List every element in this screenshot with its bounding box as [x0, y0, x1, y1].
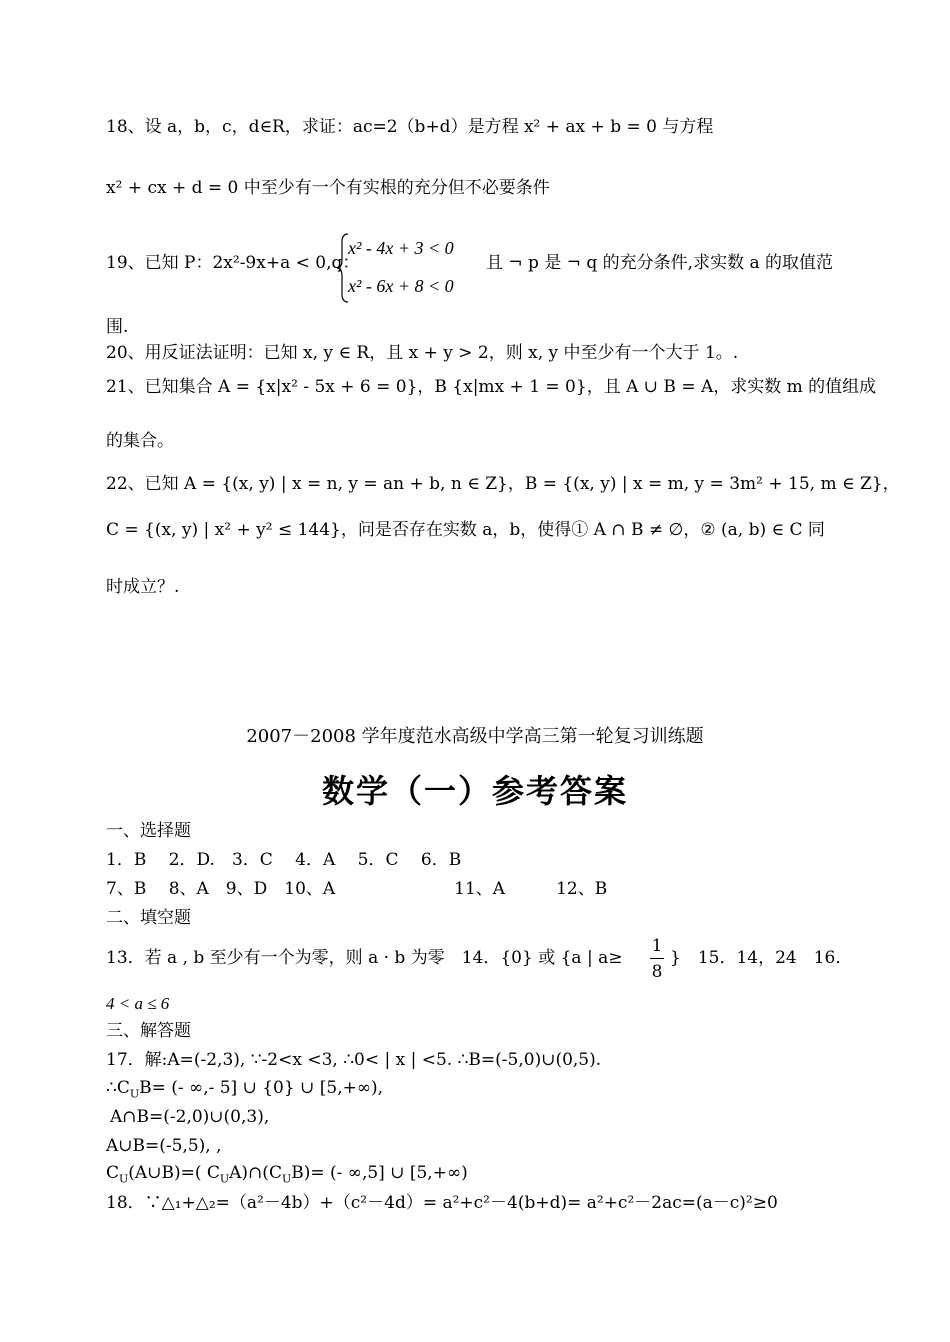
- problem-20: 20、用反证法证明：已知 x, y ∈ R，且 x + y > 2，则 x, y 中至少有一个大于 1。.: [106, 343, 739, 363]
- problem-21-line-1: 21、已知集合 A = {x|x² - 5x + 6 = 0}，B {x|mx + 1 = 0}，且 A ∪ B = A，求实数 m 的值组成: [106, 377, 877, 397]
- solution-17-line-3: A∩B=(-2,0)∪(0,3),: [110, 1107, 270, 1127]
- problem-19-line-2: 围.: [106, 317, 129, 337]
- complement-subscript-4: U: [281, 1172, 292, 1186]
- complement-subscript-3: U: [219, 1172, 230, 1186]
- solution-17-line-2: [106, 1077, 383, 1105]
- fraction-numerator: 1: [651, 936, 663, 956]
- complement-subscript-2: U: [119, 1172, 129, 1186]
- solution-17-line-4: A∪B=(-5,5), ,: [106, 1136, 222, 1156]
- complement-expression-2b: A)∩(C: [229, 1163, 282, 1183]
- complement-expression: B= (- ∞,- 5] ∪ {0} ∪ [5,+∞),: [139, 1078, 384, 1098]
- complement-symbol: ∴C: [106, 1078, 130, 1098]
- answer-key-title: 数学（一）参考答案: [321, 772, 628, 810]
- mc-answers-row-2: 7、B 8、A 9、D 10、A 11、A 12、B: [106, 879, 608, 899]
- problem-21-line-2: 的集合。: [106, 431, 174, 451]
- complement-expression-2a: (A∪B)=( C: [128, 1163, 220, 1183]
- problem-18-line-2: x² + cx + d = 0 中至少有一个有实根的充分但不必要条件: [106, 178, 550, 198]
- fill-answers-a: 13．若 a , b 至少有一个为零，则 a · b 为零 14．{0} 或 {a | a≥: [106, 948, 623, 968]
- complement-subscript: U: [129, 1087, 140, 1101]
- solution-18: 18．∵△₁+△₂=（a²－4b）+（c²－4d）= a²+c²－4(b+d)= a²+c²－2ac=(a－c)²≥0: [106, 1193, 778, 1213]
- complement-symbol-2: C: [106, 1163, 120, 1183]
- section-multiple-choice: 一、选择题: [106, 821, 191, 841]
- problem-22-line-3: 时成立？.: [106, 577, 180, 597]
- problem-19-line-1-b: 且 ¬ p 是 ¬ q 的充分条件,求实数 a 的取值范: [486, 253, 834, 273]
- school-heading: 2007－2008 学年度范水高级中学高三第一轮复习训练题: [246, 726, 704, 747]
- problem-22-line-2: C = {(x, y) | x² + y² ≤ 144}，问是否存在实数 a，b，使得① A ∩ B ≠ ∅，② (a, b) ∈ C 同: [106, 520, 825, 540]
- inequality-system: [336, 232, 486, 304]
- complement-expression-2c: B)= (- ∞,5] ∪ [5,+∞): [291, 1163, 468, 1183]
- problem-19-line-1-a: 19、已知 P：2x²-9x+a < 0,q：: [106, 253, 360, 273]
- problem-18-line-1: 18、设 a，b，c，d∈R，求证：ac=2（b+d）是方程 x² + ax + b = 0 与方程: [106, 117, 714, 137]
- section-fill-in: 二、填空题: [106, 908, 191, 928]
- problem-22-line-1: 22、已知 A = {(x, y) | x = n, y = an + b, n ∈ Z}，B = {(x, y) | x = m, y = 3m² + 15, m ∈ Z}，: [106, 474, 900, 494]
- fill-answer-16: 4 < a ≤ 6: [106, 994, 170, 1013]
- section-solutions: 三、解答题: [106, 1021, 191, 1041]
- system-row-2: x² - 6x + 8 < 0: [348, 276, 454, 296]
- solution-17-line-5: [106, 1162, 468, 1190]
- mc-answers-row-1: 1．B 2．D. 3．C 4．A 5．C 6．B: [106, 850, 462, 870]
- fraction-bar: [650, 958, 664, 959]
- fraction-denominator: 8: [651, 962, 663, 982]
- solution-17-line-1: 17．解:A=(-2,3), ∵-2<x <3, ∴0< | x | <5. ∴B=(-5,0)∪(0,5).: [106, 1050, 602, 1070]
- fill-answers-b: } 15．14，24 16．: [670, 948, 853, 968]
- system-row-1: x² - 4x + 3 < 0: [348, 238, 454, 258]
